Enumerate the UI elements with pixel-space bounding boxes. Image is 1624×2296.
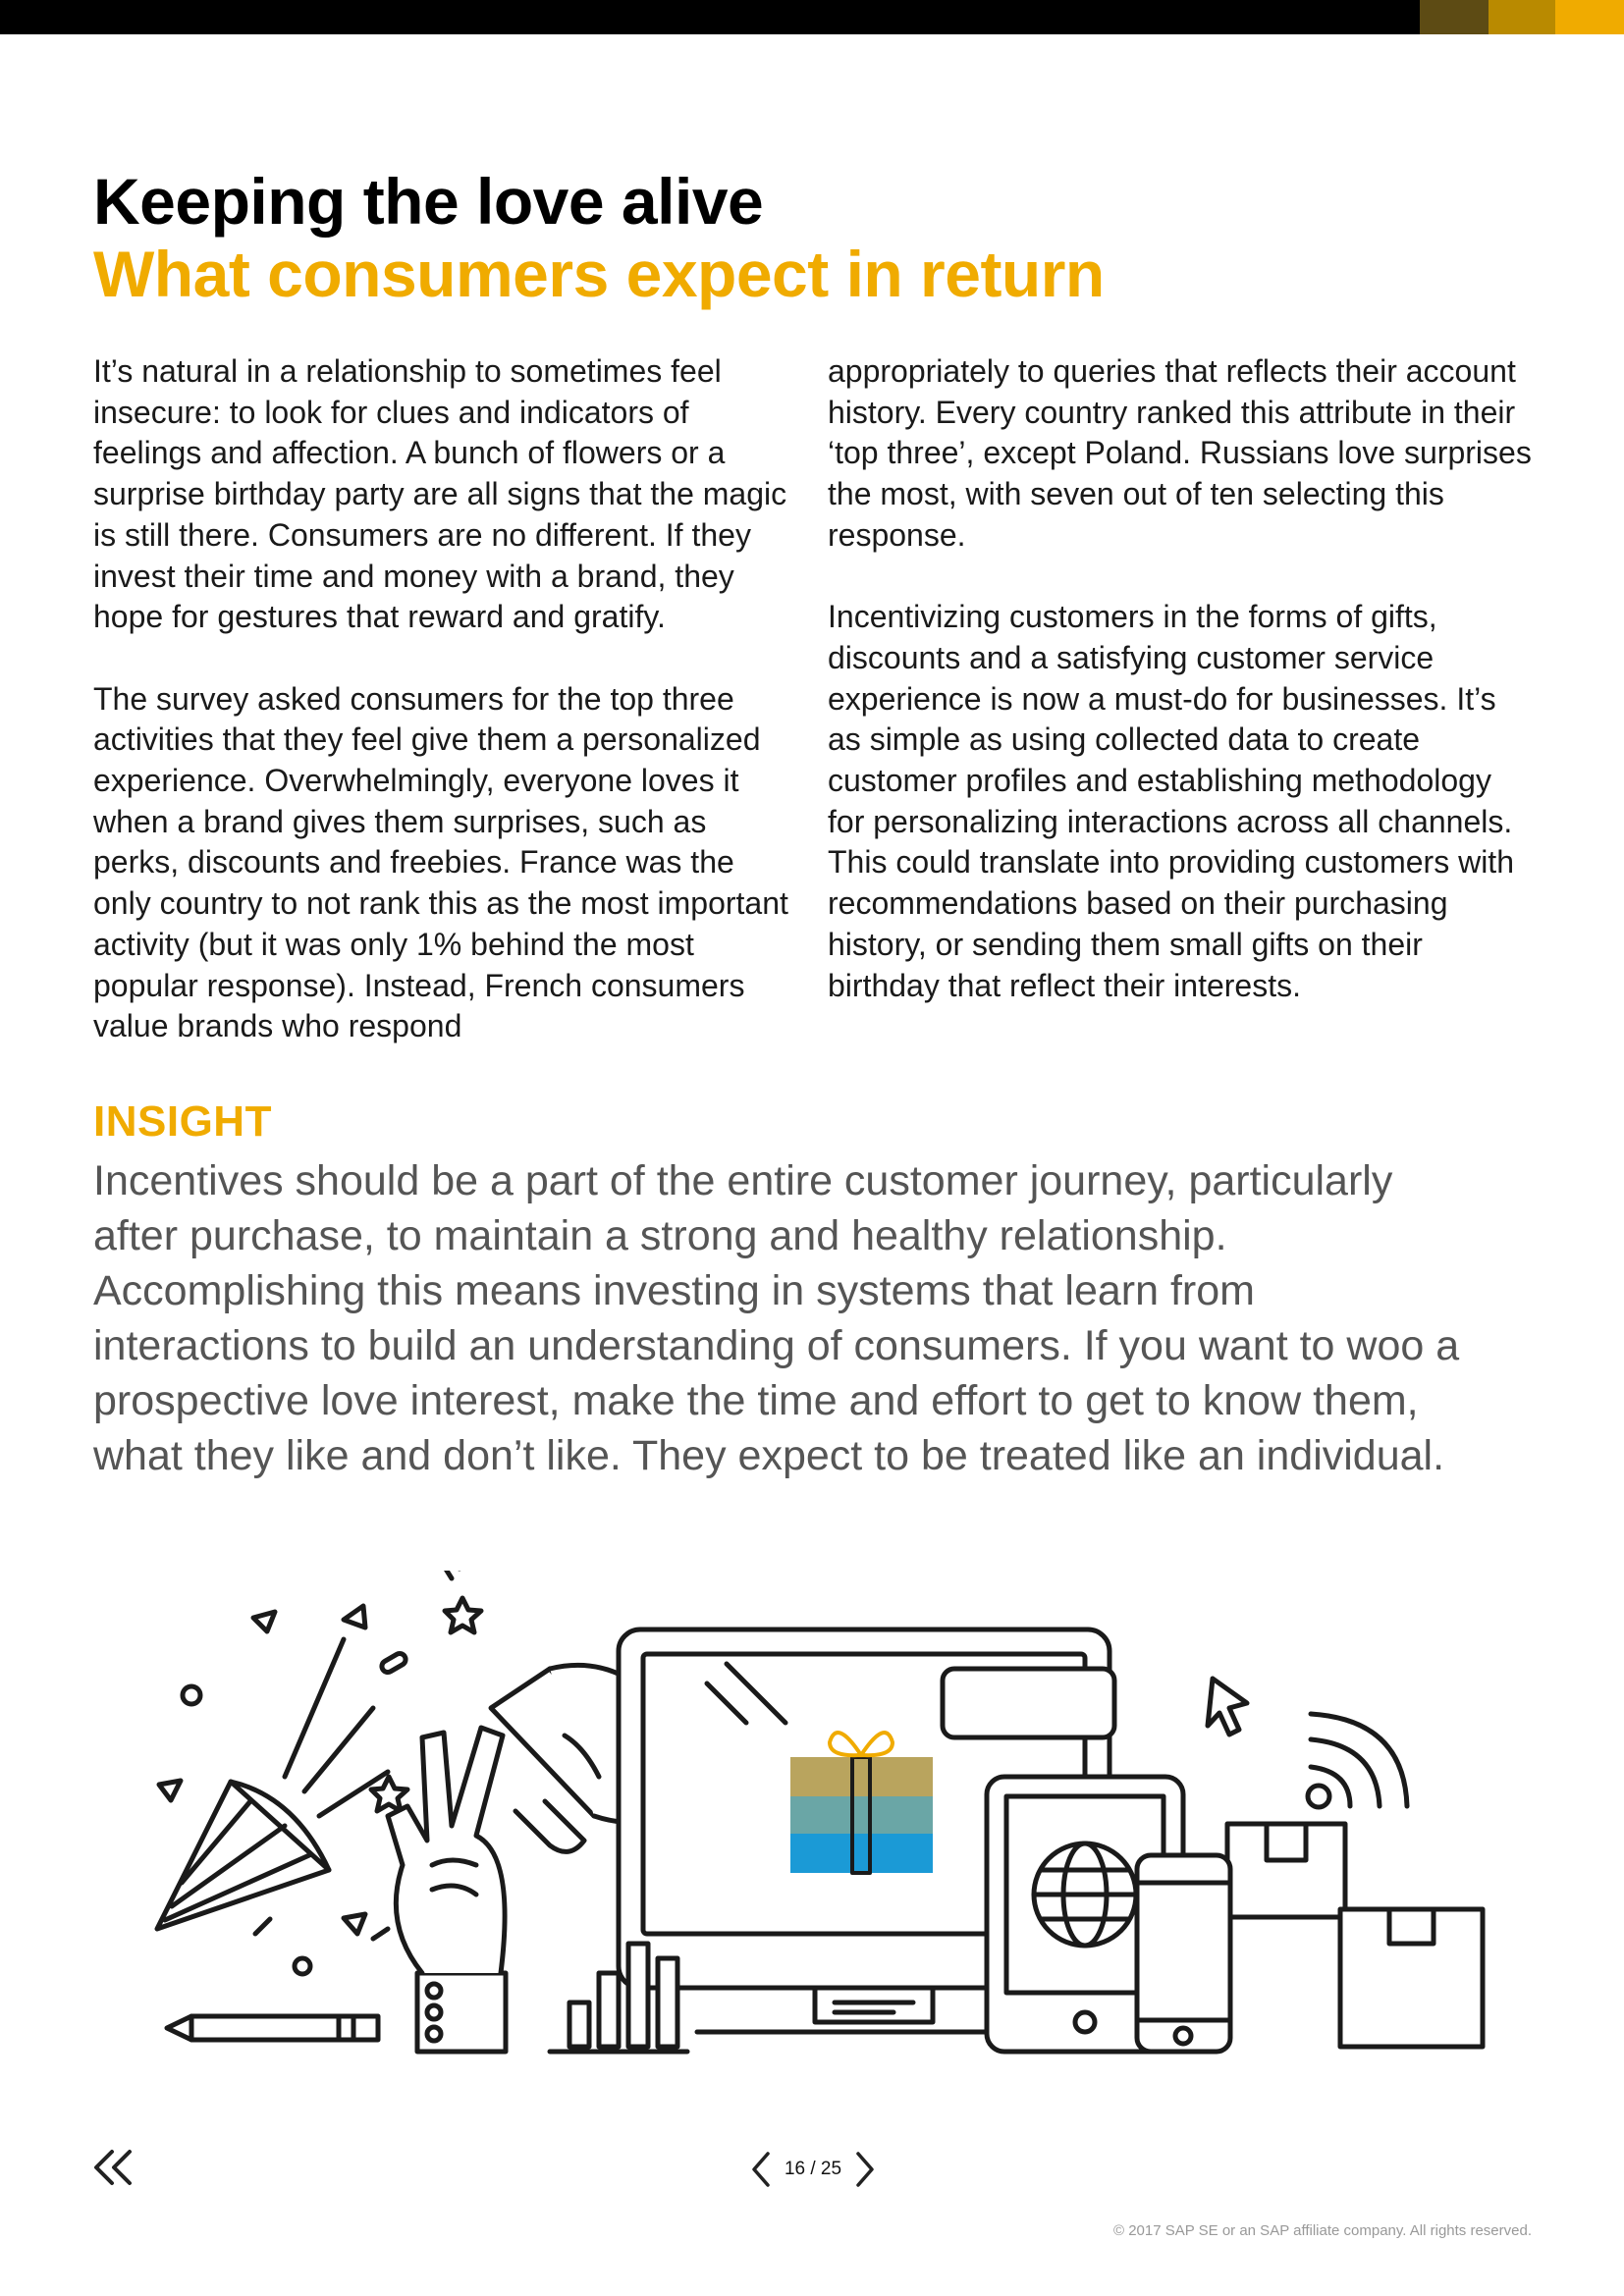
paragraph: It’s natural in a relationship to sometimes feel insecure: to look for clues and indicators of feelings and affection. A bunch of flowers or a surprise birthday party are all signs that the magic is still there. Consumers are no different. If they invest their time and money with a brand, they hope for gestures that reward and gratify. (93, 353, 787, 635)
first-page-button[interactable] (90, 2148, 137, 2187)
smartphone-icon (1137, 1855, 1230, 2052)
cursor-icon (943, 1669, 1247, 1737)
copyright-text: © 2017 SAP SE or an SAP affiliate company. All rights reserved. (1112, 2222, 1532, 2239)
pencil-icon (167, 2016, 378, 2040)
peace-hand-icon (388, 1728, 506, 2052)
top-bar-swatch-dark (1420, 0, 1489, 34)
body-column-left (93, 351, 800, 1089)
next-page-button[interactable] (854, 2152, 876, 2187)
top-bar (0, 0, 1624, 34)
wifi-icon (1308, 1714, 1407, 1807)
page-title (93, 165, 1105, 310)
illustration (137, 1571, 1492, 2061)
title-line-2: What consumers expect in return (93, 238, 1105, 310)
title-line-1: Keeping the love alive (93, 165, 764, 238)
body-column-right (828, 351, 1535, 1047)
top-bar-swatch-mid (1489, 0, 1555, 34)
chevron-right-icon (858, 2154, 872, 2185)
page-separator: / (810, 2159, 816, 2179)
insight-text: Incentives should be a part of the entire customer journey, particularly after purchase, to maintain a strong and healthy relationship. Accomplishing this means investing in systems that learn from interactions to build an understanding of consumers. If you want to woo a prospective love interest, make the time and effort to get to know them, what they like and don’t like. They expect to be treated like an individual. (93, 1157, 1460, 1479)
insight-heading: INSIGHT (93, 1097, 272, 1146)
chevron-left-icon (754, 2154, 768, 2185)
page-indicator (774, 2159, 852, 2180)
paragraph: appropriately to queries that reflects their account history. Every country ranked this attribute in their ‘top three’, except Poland. Russians love surprises the most, with seven out of ten selecting this response. (828, 353, 1532, 553)
pagination (746, 2148, 880, 2191)
top-bar-swatch-light (1555, 0, 1624, 34)
paragraph: The survey asked consumers for the top three activities that they feel give them a personalized experience. Overwhelmingly, everyone loves it when a brand gives them surprises, such as perks, discounts and freebies. France was the only country to not rank this as the most important activity (but it was only 1% behind the most popular response). Instead, French consumers value brands who respond (93, 680, 788, 1044)
page-total: 25 (820, 2159, 842, 2179)
boxes-icon (1227, 1824, 1483, 2047)
double-chevron-left-icon (96, 2152, 130, 2183)
paragraph: Incentivizing customers in the forms of gifts, discounts and a satisfying customer service experience is now a must-do for businesses. It’s as simple as using collected data to create customer profiles and establishing methodology for personalizing interactions across all channels. This could translate into providing customers with recommendations based on their purchasing history, or sending them small gifts on their birthday that reflect their interests. (828, 599, 1514, 1003)
page-current: 16 (784, 2159, 806, 2179)
prev-page-button[interactable] (750, 2152, 772, 2187)
